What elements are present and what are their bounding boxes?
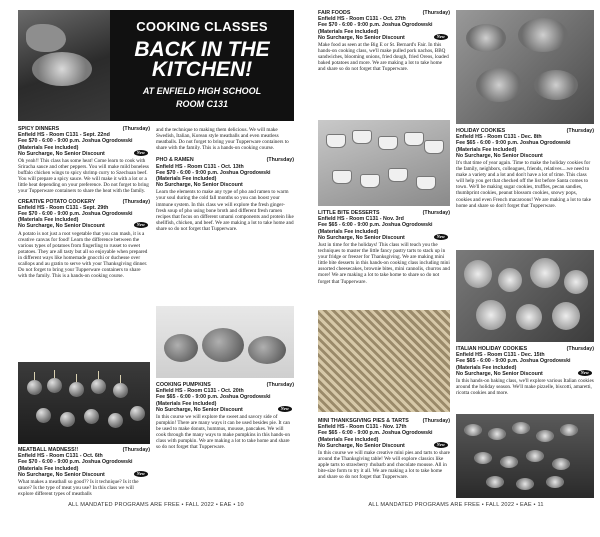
class-surcharge: No Surcharge, No Senior Discount	[156, 406, 243, 413]
class-location-date: Enfield HS - Room C131 - Sept. 29th	[18, 204, 109, 211]
class-title: HOLIDAY COOKIES	[456, 128, 506, 134]
class-surcharge: No Surcharge, No Senior Discount	[318, 442, 405, 449]
class-description: Make food as seen at the Big E or St. Bernard's Fair. In this hands-on cooking class, we'll make pulled pork nachos, BBQ sandwiches, blooming onions, fried dough, fried Oreos, loaded baked potatoes and more. We are making a lot to take home and share so do not forget that Tupperware.	[318, 42, 449, 73]
caramel-apples-photo	[18, 362, 150, 444]
holiday-cookies-photo	[456, 250, 594, 342]
class-fee-time: Fee $65 - 6:00 - 9:00 p.m. Joshua Ogrodowski	[318, 222, 433, 229]
class-little-bite-desserts	[318, 210, 450, 285]
class-surcharge: No Surcharge, No Senior Discount	[18, 223, 105, 230]
class-title: ITALIAN HOLIDAY COOKIES	[456, 346, 528, 352]
class-description: Oh yeah!! This class has some heat! Come learn to cook with Sriracha sauce and other peppers. You will make mild boneless buffalo chicken wings to spicy shrimp curry to Szechuan beef. You will prepare a spicy sauce. We will make it with a lot or a little heat depending on your preference. Do not forget to bring your Tupperware containers to share the heat with the family.	[18, 158, 149, 195]
class-surcharge: No Surcharge, No Senior Discount	[18, 150, 105, 157]
class-materials: (Materials Fee included)	[156, 175, 217, 182]
new-badge: New	[578, 370, 592, 376]
class-location-date: Enfield HS - Room C131 - Oct. 27th	[318, 16, 406, 23]
little-bite-desserts-photo	[318, 120, 450, 206]
class-day: (Thursday)	[122, 198, 150, 205]
class-materials: (Materials Fee included)	[456, 146, 517, 153]
class-location-date: Enfield HS - Room C131 - Dec. 8th	[456, 134, 542, 141]
class-location-date: Enfield HS - Room C131 - Nov. 3rd	[318, 216, 404, 223]
class-italian-holiday-cookies	[456, 346, 594, 396]
plate-image	[32, 52, 92, 86]
class-materials: (Materials Fee included)	[318, 436, 379, 443]
class-fee-time: Fee $65 - 6:00 - 9:00 p.m. Joshua Ogrodowski	[456, 358, 571, 365]
banner-location: AT ENFIELD HIGH SCHOOL	[142, 86, 262, 96]
class-spicy-dinners	[18, 126, 150, 195]
class-meatball-madness	[18, 447, 150, 497]
class-fee-time: Fee $65 - 6:00 - 9:00 p.m. Joshua Ogrodowski	[156, 394, 271, 401]
right-column-1-mid	[318, 210, 450, 285]
left-column-1-bottom	[18, 447, 150, 497]
class-title: MEATBALL MADNESS!!	[18, 447, 79, 453]
class-description-continued: and the technique to making them delicious. We will make Swedish, Italian, Korean style meatballs and even meatless meatballs. Do not forget to bring your Tupperware containers to share with the family. This is a hands-on cooking course.	[156, 127, 289, 152]
class-surcharge: No Surcharge, No Senior Discount	[456, 370, 543, 377]
pumpkins-photo	[156, 306, 294, 378]
class-pho-ramen	[156, 157, 294, 232]
class-materials: (Materials Fee included)	[18, 217, 79, 224]
cooking-classes-banner	[18, 10, 294, 121]
chef-hands-image	[26, 24, 66, 52]
class-description: In this hands-on baking class, we'll explore various Italian cookies around the holiday season. We'll make pizzelle, biscotti, amaretti, ricotta cookies and more.	[456, 378, 594, 397]
class-mini-thanksgiving-pies	[318, 418, 450, 480]
banner-chef-photo	[18, 10, 110, 121]
class-cooking-pumpkins	[156, 382, 294, 451]
left-page	[18, 10, 294, 508]
class-fair-foods	[318, 10, 450, 72]
new-badge: New	[434, 34, 448, 40]
class-description: In this course we will explore the sweet and savory side of pumpkin! There are many ways it can be used besides pie. It can be used to make donuts, hummus, mousse, pancakes. We will cook through the many ways to make pumpkins in this hands-on class with pumpkin. We are making a lot to take home and share so do not forget that Tupperware.	[156, 414, 291, 451]
class-title: MINI THANKSGIVING PIES & TARTS	[318, 418, 409, 424]
class-fee-time: Fee $65 - 6:00 - 9:00 p.m. Joshua Ogrodowski	[456, 140, 571, 147]
class-surcharge: No Surcharge, No Senior Discount	[318, 34, 405, 41]
class-location-date: Enfield HS - Room C131 - Oct. 20th	[156, 388, 244, 395]
class-description: What makes a meatball so good?? Is it technique? Is it the sauce? Is the type of meat you use? In this class we will explore different types of meatballs	[18, 479, 139, 498]
new-badge: New	[278, 406, 292, 412]
class-title: COOKING PUMPKINS	[156, 382, 211, 388]
banner-title-line1: COOKING CLASSES	[136, 19, 268, 34]
right-column-2-mid	[456, 346, 594, 396]
fair-foods-photo	[456, 10, 594, 124]
class-description: In this course we will make creative mini pies and tarts to share around the Thanksgiving table! We will explore classics like apple tarts to strawberry rhubarb and chocolate mousse. All in bite-size form to try it all. We are making a lot to take home and share so do not forget that Tupperware.	[318, 450, 450, 481]
class-day: (Thursday)	[422, 418, 450, 424]
class-day: (Thursday)	[422, 10, 450, 16]
class-location-date: Enfield HS - Room C131 - Oct. 6th	[18, 453, 103, 460]
class-fee-time: Fee $70 - 6:00 - 9:00 p.m. Joshua Ogrodowski	[318, 22, 433, 29]
class-holiday-cookies	[456, 128, 594, 209]
new-badge: New	[434, 442, 448, 448]
left-column-2	[156, 126, 294, 232]
class-materials: (Materials Fee included)	[318, 28, 379, 35]
class-title: LITTLE BITE DESSERTS	[318, 210, 380, 216]
class-materials: (Materials Fee included)	[156, 400, 217, 407]
class-description: Just in time for the holidays! This class will teach you the techniques to master the little fancy pastry tarts to stack up in your fridge or freezer for Thanksgiving. We are making mini little bite desserts in this hands-on cooking class including mini assorted cheesecakes, brownie bites, mini cannolis, churros and more! We are making a lot to take home to share so do not forget that Tupperware.	[318, 242, 450, 285]
class-day: (Thursday)	[566, 346, 594, 352]
new-badge: New	[134, 471, 148, 477]
class-description: It's that time of year again. Time to make the holiday cookies for the family, neighbors, colleagues, friends, relatives....we need to make a variety and a lot and don't have a lot of time. This class will help you get that checked off the list before Santa comes to town. We'll be making sugar cookies, truffles, pecan sandies, thumbprint cookies, peanut blossom cookies, snowy pops, cookies and even French macaroons! We are making a lot to take home and share so don't forget that Tupperware.	[456, 160, 592, 209]
banner-title-line2a: BACK IN THE	[134, 38, 270, 61]
class-day: (Thursday)	[266, 157, 294, 164]
class-location-date: Enfield HS - Room C131 - Sept. 22nd	[18, 132, 110, 139]
class-day: (Thursday)	[566, 128, 594, 134]
banner-room: ROOM C131	[175, 99, 228, 109]
class-materials: (Materials Fee included)	[18, 465, 79, 472]
right-page	[318, 10, 594, 508]
class-description: Learn the elements to make any type of pho and ramen to warm your soul during the cold fall months so you can boost your immune system. In this class we will explore the fresh ginger-fresh soup of pho using bone broth and different fresh ramen recipes that focus on different umami components and protein like shellfish, chicken, and beef. We are making a lot to take home and share so do not forget that Tupperware.	[156, 189, 294, 232]
class-fee-time: Fee $70 - 6:00 - 9:00 p.m. Joshua Ogrodowski	[18, 138, 133, 145]
class-fee-time: Fee $70 - 6:00 - 9:00 p.m. Joshua Ogrodowski	[18, 459, 133, 466]
class-surcharge: No Surcharge, No Senior Discount	[18, 471, 105, 478]
mini-tarts-photo	[456, 414, 594, 498]
new-badge: New	[434, 234, 448, 240]
page-footer-left: ALL MANDATED PROGRAMS ARE FREE • FALL 2022 • EAE • 10	[68, 502, 244, 508]
class-location-date: Enfield HS - Room C131 - Nov. 17th	[318, 424, 407, 431]
class-title: CREATIVE POTATO COOKERY	[18, 198, 96, 205]
banner-titles	[110, 10, 294, 121]
class-location-date: Enfield HS - Room C131 - Oct. 13th	[156, 163, 244, 170]
class-title: FAIR FOODS	[318, 10, 351, 16]
class-description: A potato is not just a root vegetable that you can mash, it is a creative canvas for food! Learn the difference between the various types of potatoes from fingerling to russet to sweet potatoes. They are all tasty but all so enjoyable when prepared in different ways like homemade gnocchi or duchesse over scallops and au gratin to serve with your Thanksgiving dinner. Do not forget to bring your Tupperware containers to share with the family. This is a hands-on cooking course.	[18, 230, 148, 280]
class-day: (Thursday)	[122, 447, 150, 453]
left-column-2-bottom	[156, 382, 294, 451]
class-creative-potato	[18, 199, 150, 280]
class-materials: (Materials Fee included)	[318, 228, 379, 235]
new-badge: New	[134, 222, 148, 228]
left-column-1	[18, 126, 150, 279]
class-title: PHO & RAMEN	[156, 157, 194, 164]
class-location-date: Enfield HS - Room C131 - Dec. 15th	[456, 352, 545, 359]
class-surcharge: No Surcharge, No Senior Discount	[456, 152, 543, 159]
class-fee-time: Fee $70 - 6:00 - 9:00 p.m. Joshua Ogrodowski	[18, 210, 133, 217]
lattice-pie-photo	[318, 310, 450, 412]
right-column-1-bottom	[318, 418, 450, 480]
class-day: (Thursday)	[266, 382, 294, 388]
class-fee-time: Fee $65 - 6:00 - 9:00 p.m. Joshua Ogrodowski	[318, 430, 433, 437]
class-title: SPICY DINNERS	[18, 126, 60, 132]
class-fee-time: Fee $70 - 6:00 - 9:00 p.m. Joshua Ogrodowski	[156, 169, 271, 176]
class-surcharge: No Surcharge, No Senior Discount	[156, 182, 243, 189]
new-badge: New	[134, 150, 148, 156]
class-day: (Thursday)	[122, 126, 150, 132]
class-materials: (Materials Fee included)	[18, 144, 79, 151]
class-materials: (Materials Fee included)	[456, 364, 517, 371]
page-footer-right: ALL MANDATED PROGRAMS ARE FREE • FALL 2022 • EAE • 11	[368, 502, 544, 508]
right-column-1	[318, 10, 450, 72]
class-surcharge: No Surcharge, No Senior Discount	[318, 234, 405, 241]
right-column-2	[456, 128, 594, 209]
class-day: (Thursday)	[422, 210, 450, 216]
class-meatball-continued	[156, 127, 294, 151]
banner-title-line2b: KITCHEN!	[151, 58, 253, 81]
